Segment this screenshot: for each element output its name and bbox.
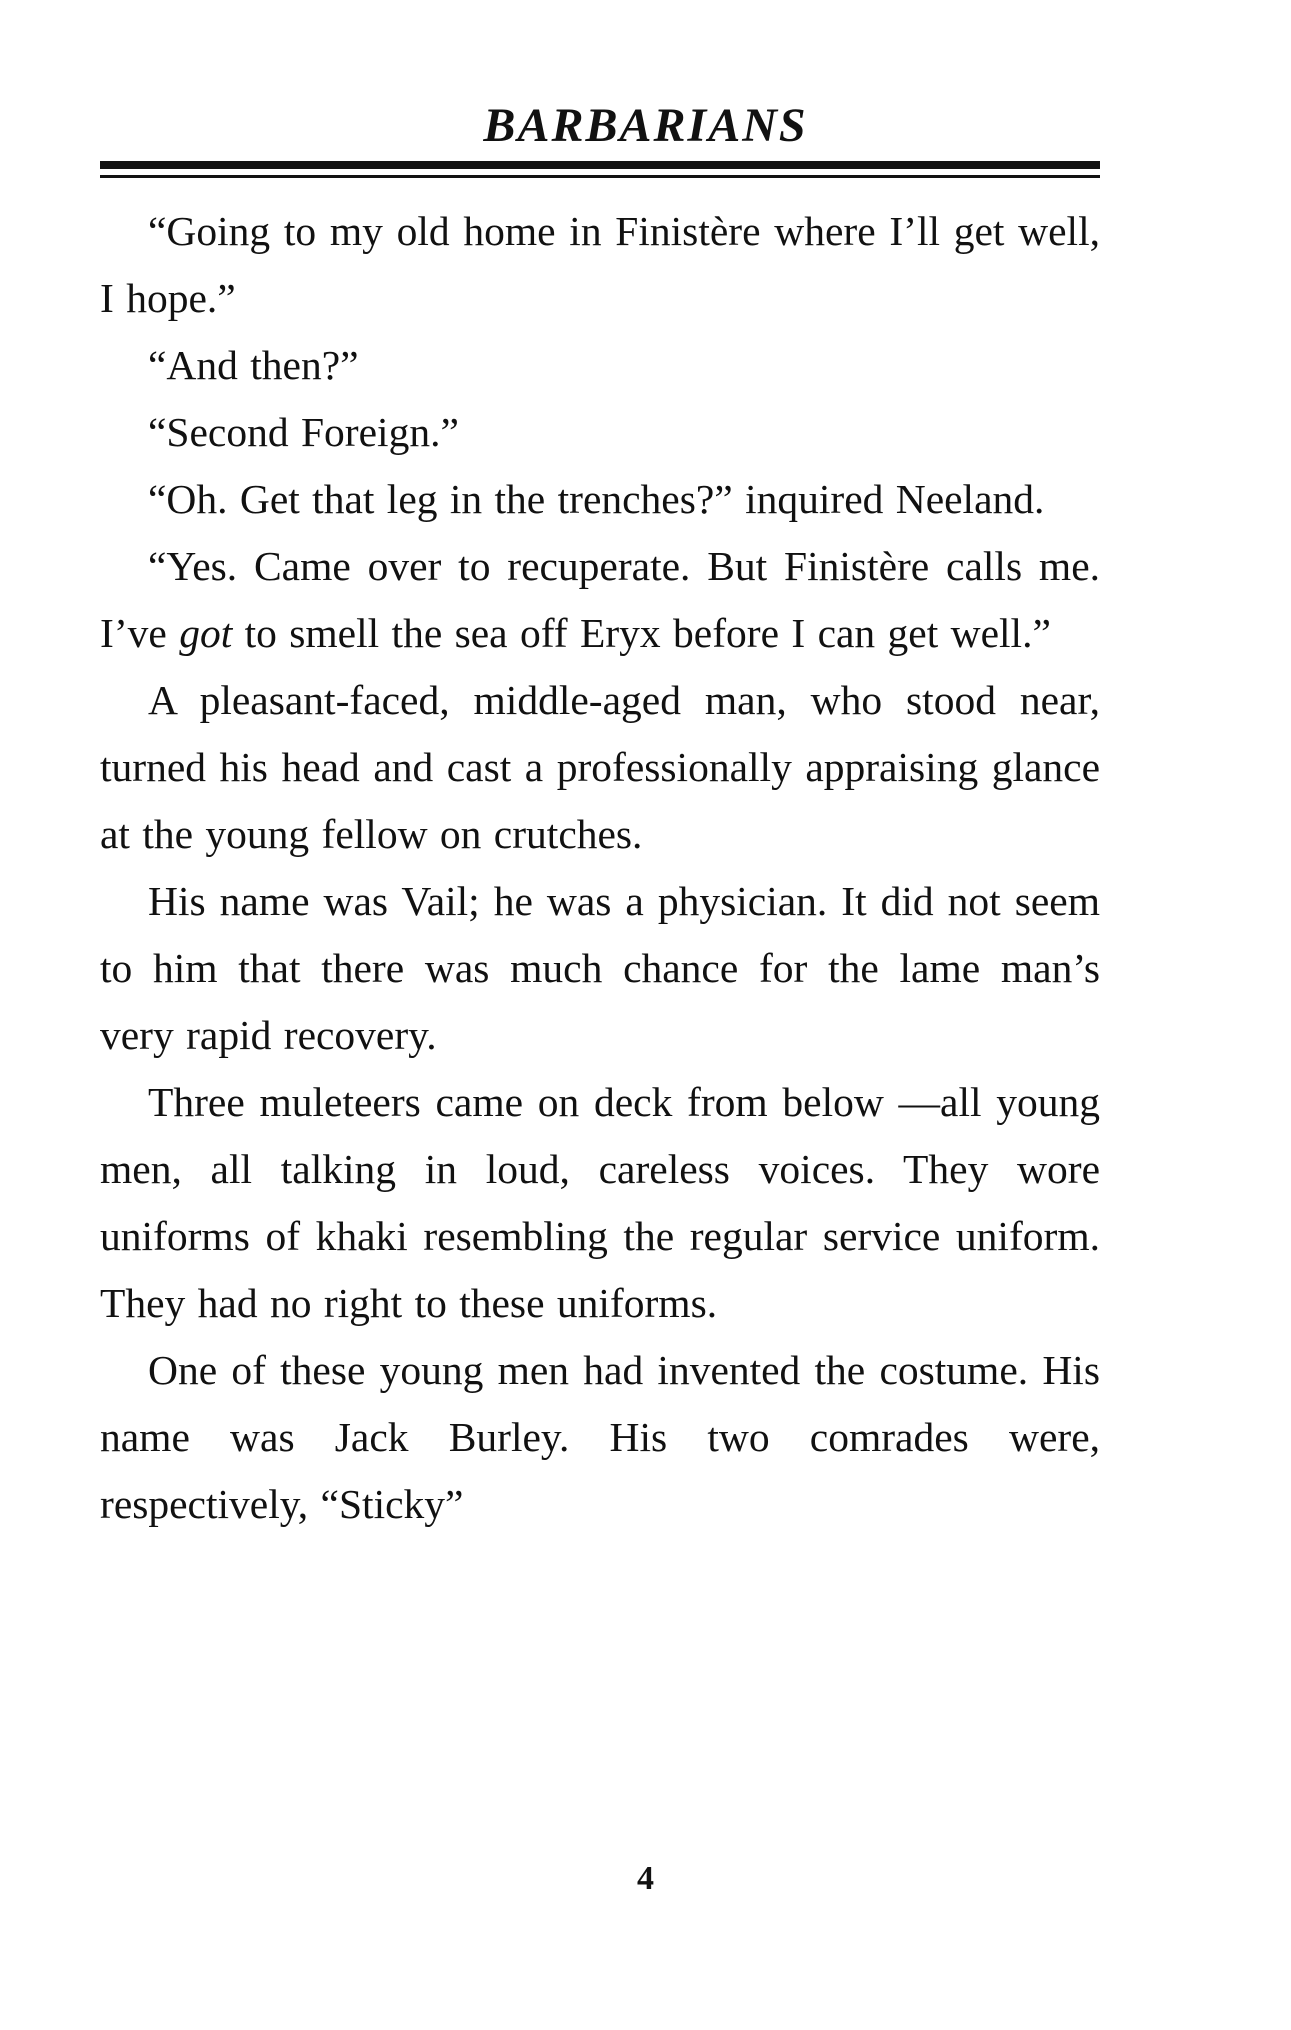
paragraph-5 xyxy=(100,533,1100,667)
paragraph-7: His name was Vail; he was a physician. It did not seem to him that there was much chance for the lame man’s very rapid recovery. xyxy=(100,878,1100,1058)
paragraph-9: One of these young men had invented the costume. His name was Jack Burley. His two comrades were, respectively, “Sticky” xyxy=(100,1347,1100,1527)
header-rule-thick xyxy=(100,161,1100,169)
paragraph-2: “And then?” xyxy=(148,342,359,388)
running-head-title: BARBARIANS xyxy=(483,99,808,152)
paragraph-8: Three muleteers came on deck from below —all young men, all talking in loud, careless voices. They wore uniforms of khaki resembling the regular service uniform. They had no right to these uniforms. xyxy=(100,1079,1100,1326)
body-text xyxy=(100,198,1100,1538)
paragraph-5-before: “Yes. Came over to recuperate. But Finistère calls me. I’ve xyxy=(100,543,1100,656)
header-rule-thin xyxy=(100,175,1100,178)
paragraph-5-after: to smell the sea off Eryx before I can get well.” xyxy=(232,610,1051,656)
paragraph-4: “Oh. Get that leg in the trenches?” inquired Neeland. xyxy=(148,476,1045,522)
paragraph-1: “Going to my old home in Finistère where I’ll get well, I hope.” xyxy=(100,208,1100,321)
paragraph-3: “Second Foreign.” xyxy=(148,409,459,455)
paragraph-5-italic: got xyxy=(179,610,233,656)
page-number: 4 xyxy=(637,1860,654,1897)
paragraph-6: A pleasant-faced, middle-aged man, who stood near, turned his head and cast a professionally appraising glance at the young fellow on crutches. xyxy=(100,677,1100,857)
